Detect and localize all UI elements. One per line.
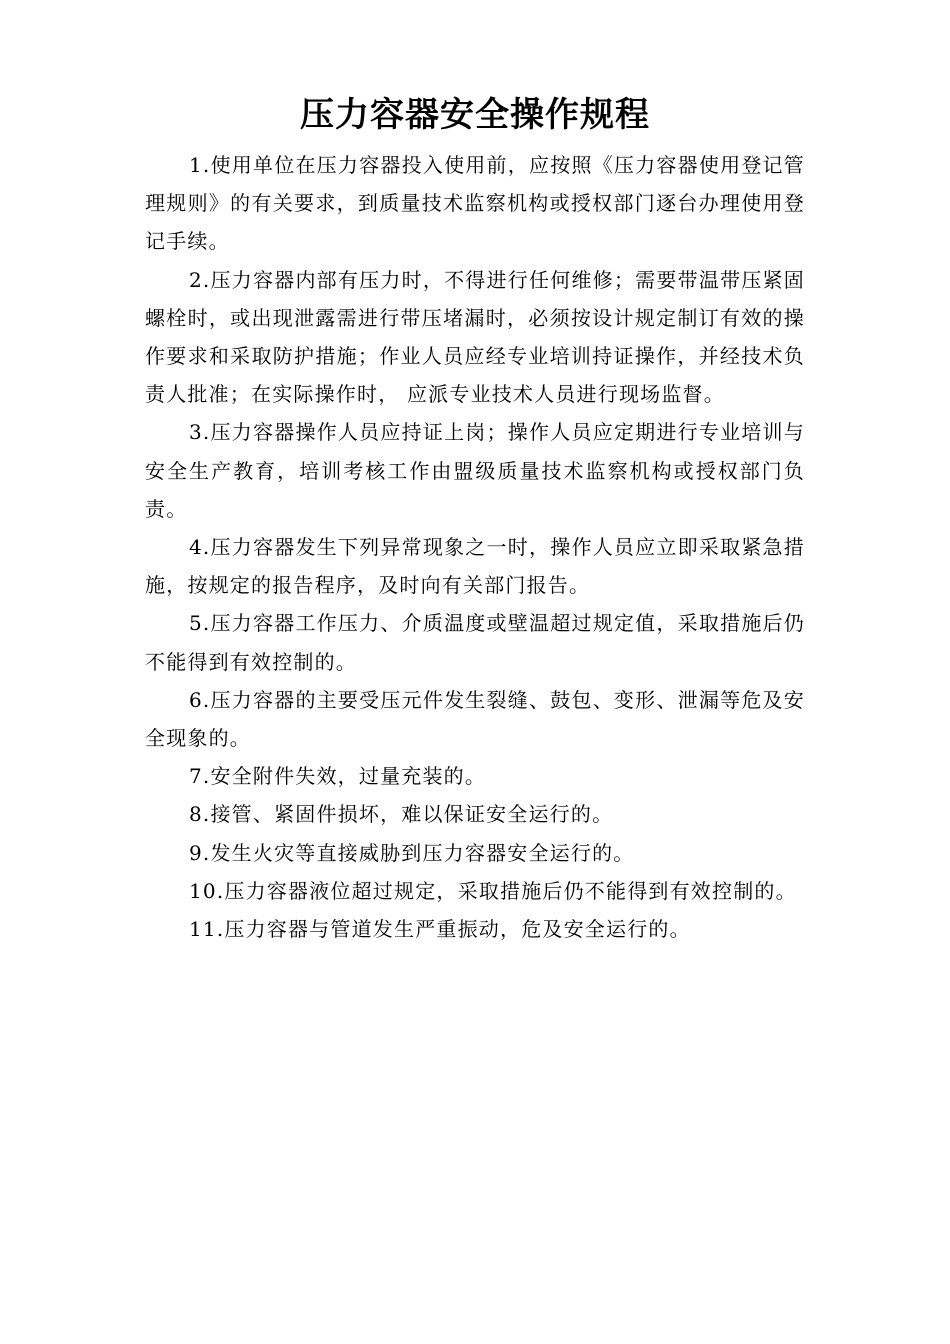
paragraph-9: 9.发生火灾等直接威胁到压力容器安全运行的。 xyxy=(189,840,635,865)
paragraph-10: 10.压力容器液位超过规定，采取措施后仍不能得到有效控制的。 xyxy=(189,878,797,903)
paragraph-11: 11.压力容器与管道发生严重振动，危及安全运行的。 xyxy=(189,917,691,942)
page-title: 压力容器安全操作规程 xyxy=(300,95,650,135)
paragraph-2: 2.压力容器内部有压力时，不得进行任何维修；需要带温带压紧固螺栓时，或出现泄露需进行带压堵漏时，必须按设计规定制订有效的操作要求和采取防护措施；作业人员应经专业培训持证操作，并经技术负责人批准；在实际操作时， 应派专业技术人员进行现场监督。 xyxy=(145,267,805,407)
paragraph-1: 1.使用单位在压力容器投入使用前，应按照《压力容器使用登记管理规则》的有关要求，到质量技术监察机构或授权部门逐台办理使用登记手续。 xyxy=(145,153,805,254)
paragraph-6: 6.压力容器的主要受压元件发生裂缝、鼓包、变形、泄漏等危及安全现象的。 xyxy=(145,687,805,751)
paragraph-4: 4.压力容器发生下列异常现象之一时，操作人员应立即采取紧急措施，按规定的报告程序，及时向有关部门报告。 xyxy=(145,535,805,598)
document-body xyxy=(145,146,805,948)
paragraph-5: 5.压力容器工作压力、介质温度或壁温超过规定值，采取措施后仍不能得到有效控制的。 xyxy=(145,611,805,674)
paragraph-3: 3.压力容器操作人员应持证上岗；操作人员应定期进行专业培训与安全生产教育，培训考核工作由盟级质量技术监察机构或授权部门负责。 xyxy=(145,420,805,521)
paragraph-7: 7.安全附件失效，过量充装的。 xyxy=(189,764,487,789)
paragraph-8: 8.接管、紧固件损坏，难以保证安全运行的。 xyxy=(189,802,614,827)
